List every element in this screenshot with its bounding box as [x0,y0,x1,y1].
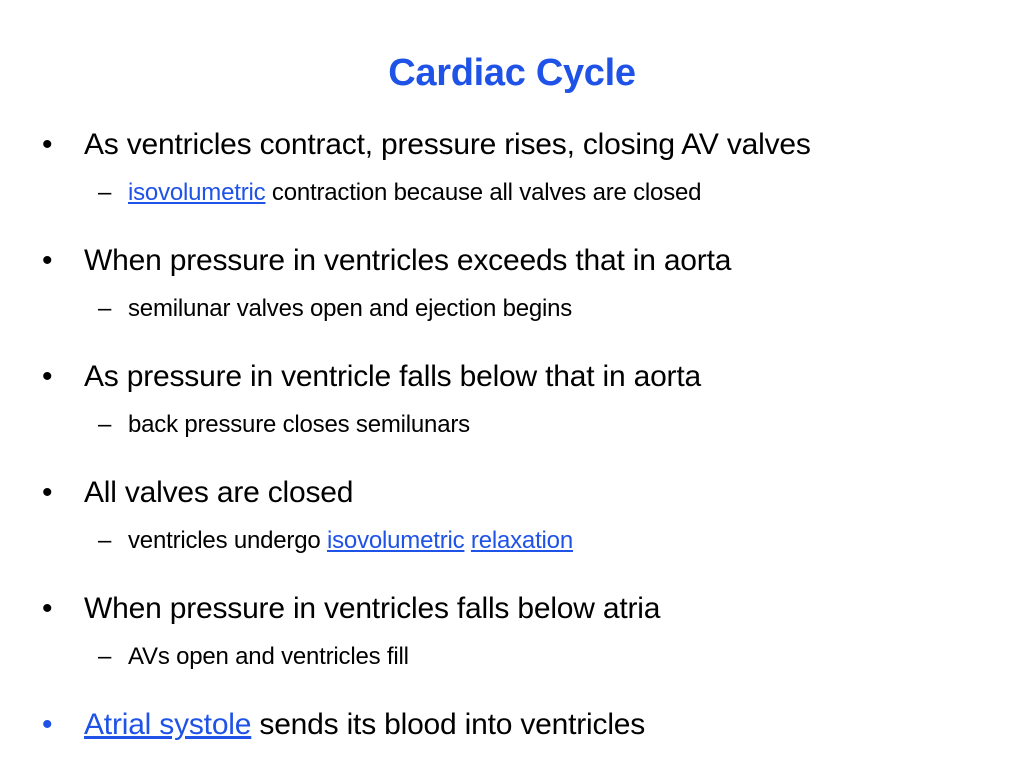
sub-bullet-item [0,525,1024,557]
sub-bullet-marker: – [98,411,112,438]
bullet-marker: • [42,128,53,161]
sub-bullet-marker: – [98,527,112,554]
bullet-marker: • [42,476,53,509]
bullet-item [0,705,1024,745]
bullet-marker: • [42,708,53,741]
sub-bullet-prefix: ventricles undergo [128,527,327,554]
bullet-item [0,357,1024,397]
sub-bullet-item [0,641,1024,673]
sub-bullet-text [128,177,701,209]
bullet-text: All valves are closed [84,476,354,509]
bullet-text-rest: sends its blood into ventricles [251,708,646,741]
sub-bullet-marker: – [98,179,112,206]
bullet-item [0,125,1024,165]
sub-bullet-text [128,525,573,557]
bullet-item [0,241,1024,281]
relaxation-link[interactable]: relaxation [470,527,573,554]
slide-title: Cardiac Cycle [388,52,636,94]
sub-bullet-item [0,177,1024,209]
bullet-marker: • [42,244,53,277]
sub-bullet-text: AVs open and ventricles fill [128,643,409,670]
sub-bullet-item [0,409,1024,441]
isovolumetric-link[interactable]: isovolumetric [326,527,465,554]
bullet-marker: • [42,360,53,393]
sub-bullet-text: back pressure closes semilunars [128,411,470,438]
bullet-item [0,589,1024,629]
atrial-systole-link[interactable]: Atrial systole [84,708,252,741]
bullet-text [84,705,645,745]
bullet-item [0,473,1024,513]
bullet-text: As ventricles contract, pressure rises, closing AV valves [84,128,811,161]
bullet-text: As pressure in ventricle falls below that in aorta [84,360,701,393]
sub-bullet-item [0,293,1024,325]
sub-bullet-marker: – [98,295,112,322]
sub-bullet-text-rest: contraction because all valves are closed [265,179,702,206]
bullet-marker: • [42,592,53,625]
bullet-text: When pressure in ventricles exceeds that in aorta [84,244,732,277]
bullet-text: When pressure in ventricles falls below atria [84,592,661,625]
isovolumetric-link[interactable]: isovolumetric [128,179,266,206]
sub-bullet-text: semilunar valves open and ejection begins [128,295,573,322]
sub-bullet-marker: – [98,643,112,670]
